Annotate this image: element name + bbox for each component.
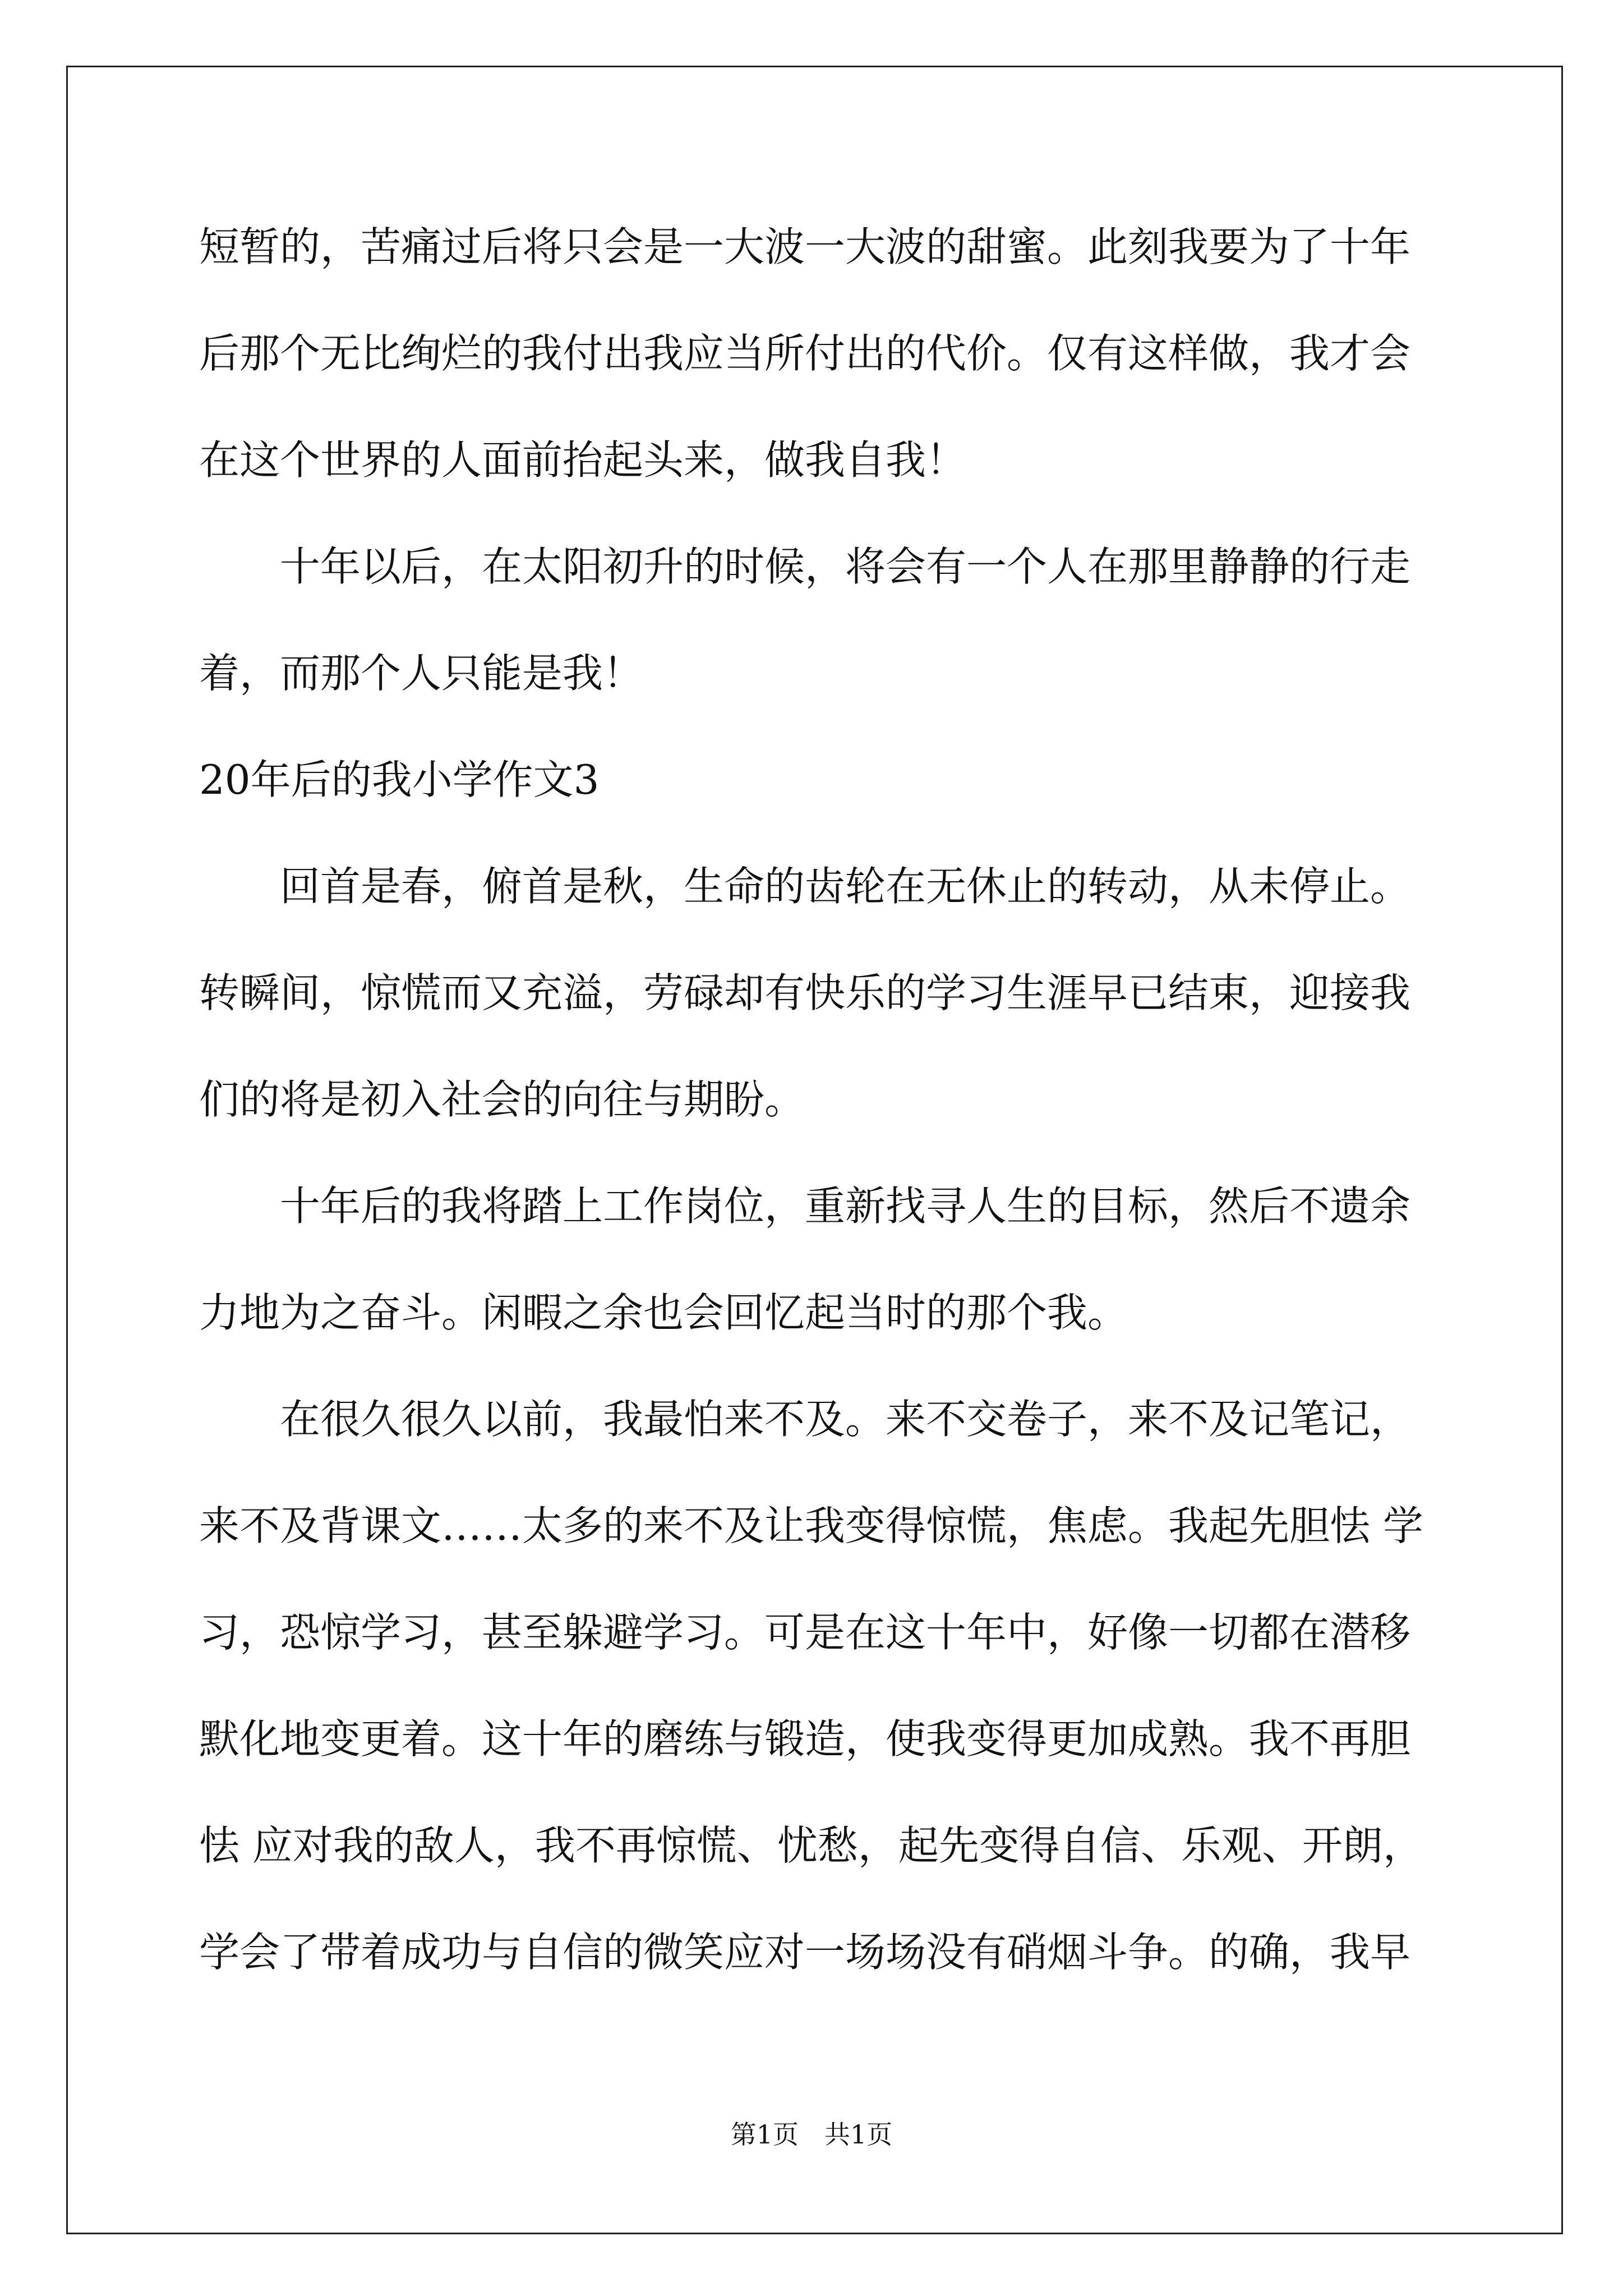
text-line: 来不及背课文……太多的来不及让我变得惊慌，焦虑。我起先胆怯 学 [199,1502,1423,1549]
text-line: 在这个世界的人面前抬起头来，做我自我！ [199,436,967,484]
text-line: 十年以后，在太阳初升的时候，将会有一个人在那里静静的行走 [199,543,1411,590]
text-line: 在很久很久以前，我最怕来不及。来不交卷子，来不及记笔记， [199,1396,1411,1443]
text-line: 们的将是初入社会的向往与期盼。 [199,1076,805,1123]
text-line: 怯 应对我的敌人，我不再惊慌、忧愁，起先变得自信、乐观、开朗， [199,1822,1423,1869]
text-line: 学会了带着成功与自信的微笑应对一场场没有硝烟斗争。的确，我早 [199,1929,1411,1976]
text-line: 回首是春，俯首是秋，生命的齿轮在无休止的转动，从未停止。 [199,863,1411,910]
text-line: 后那个无比绚烂的我付出我应当所付出的代价。仅有这样做，我才会 [199,330,1411,377]
section-heading: 20年后的我小学作文3 [199,756,600,803]
page-border [66,66,1563,2234]
text-line: 着，而那个人只能是我！ [199,650,644,697]
page-number-footer: 第1页 共1页 [730,2119,893,2150]
text-line: 十年后的我将踏上工作岗位，重新找寻人生的目标，然后不遗余 [199,1182,1411,1230]
text-line: 短暂的，苦痛过后将只会是一大波一大波的甜蜜。此刻我要为了十年 [199,223,1411,270]
text-line: 力地为之奋斗。闲暇之余也会回忆起当时的那个我。 [199,1289,1128,1336]
text-line: 习，恐惊学习，甚至躲避学习。可是在这十年中，好像一切都在潜移 [199,1609,1411,1656]
text-line: 默化地变更着。这十年的磨练与锻造，使我变得更加成熟。我不再胆 [199,1715,1411,1763]
text-line: 转瞬间，惊慌而又充溢，劳碌却有快乐的学习生涯早已结束，迎接我 [199,969,1411,1016]
